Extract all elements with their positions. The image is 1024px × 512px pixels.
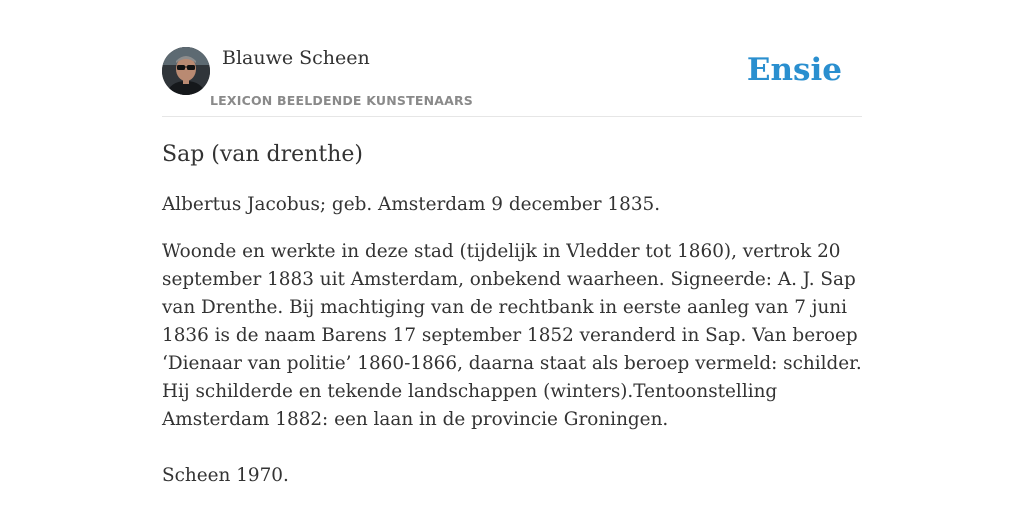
article-source: Scheen 1970. bbox=[162, 465, 289, 486]
brand-logo[interactable]: Ensie bbox=[746, 52, 842, 88]
portrait-icon bbox=[162, 47, 210, 95]
collection-link[interactable]: LEXICON BEELDENDE KUNSTENAARS bbox=[210, 93, 474, 108]
article-title: Sap (van drenthe) bbox=[162, 142, 363, 167]
author-name[interactable]: Blauwe Scheen bbox=[222, 47, 370, 69]
article bbox=[162, 138, 867, 490]
article-paragraph: Woonde en werkte in deze stad (tijdelijk in Vledder tot 1860), vertrok 20 september 1883 uit Amsterdam, onbekend waarheen. Signeerde: A. J. Sap van Drenthe. Bij machtiging van de rechtbank in eerste aanleg van 7 juni 1836 is de naam Barens 17 september 1852 veranderd in Sap. Van beroep ‘Dienaar van politie’ 1860-1866, daarna staat als beroep vermeld: schilder. Hij schilderde en tekende landschappen (winters).Tentoonstelling Amsterdam 1882: een laan in de provincie Groningen. bbox=[162, 241, 862, 430]
header bbox=[162, 0, 862, 117]
article-paragraph: Albertus Jacobus; geb. Amsterdam 9 december 1835. bbox=[162, 194, 661, 215]
avatar[interactable] bbox=[162, 47, 210, 95]
